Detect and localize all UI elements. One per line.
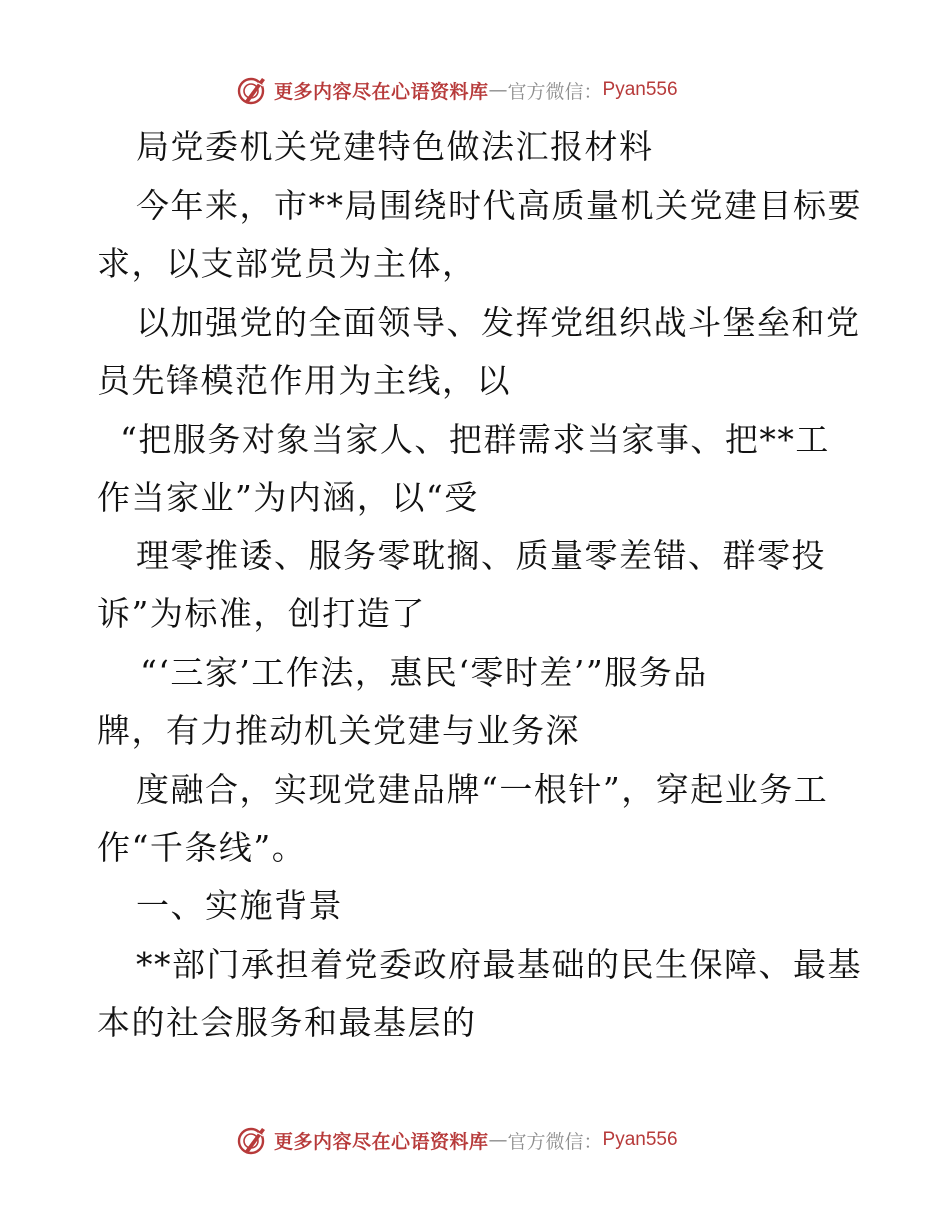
paragraph-line: 以加强党的全面领导、发挥党组织战斗堡垒和党 — [136, 303, 861, 342]
watermark-wechat-label: 官方微信： — [507, 1130, 603, 1153]
paragraph-line: 牌，有力推动机关党建与业务深 — [97, 711, 580, 750]
paragraph-line: 诉”为标准，创打造了 — [97, 594, 426, 633]
footer-watermark — [236, 1123, 678, 1157]
watermark-separator: — — [488, 1129, 508, 1151]
paragraph-line: 求，以支部党员为主体， — [97, 244, 477, 283]
quill-pen-logo-icon — [236, 1124, 268, 1156]
quill-pen-logo-icon — [236, 74, 268, 106]
paragraph-line: “把服务对象当家人、把群需求当家事、把**工 — [120, 420, 830, 459]
paragraph-line: 员先锋模范作用为主线，以 — [97, 361, 511, 400]
section-heading: 一、实施背景 — [136, 886, 343, 925]
watermark-main-text: 更多内容尽在心语资料库 — [274, 1130, 489, 1153]
header-watermark — [236, 73, 678, 107]
paragraph-line: “‘三家’工作法，惠民‘零时差’”服务品 — [140, 653, 708, 692]
watermark-wechat-id: Pyan556 — [602, 79, 678, 100]
paragraph-line: 作“千条线”。 — [97, 828, 307, 867]
paragraph-line: 本的社会服务和最基层的 — [97, 1003, 477, 1042]
paragraph-line: 理零推诿、服务零耽搁、质量零差错、群零投 — [136, 536, 826, 575]
paragraph-line: 今年来，市**局围绕时代高质量机关党建目标要 — [136, 186, 862, 225]
paragraph-line: 作当家业”为内涵，以“受 — [97, 478, 479, 517]
watermark-wechat-id: Pyan556 — [602, 1129, 678, 1150]
watermark-main-text: 更多内容尽在心语资料库 — [274, 80, 489, 103]
watermark-wechat-label: 官方微信： — [507, 80, 603, 103]
document-title: 局党委机关党建特色做法汇报材料 — [136, 127, 654, 166]
watermark-separator: — — [488, 79, 508, 101]
paragraph-line: 度融合，实现党建品牌“一根针”，穿起业务工 — [136, 770, 829, 809]
paragraph-line: **部门承担着党委政府最基础的民生保障、最基 — [136, 945, 862, 984]
